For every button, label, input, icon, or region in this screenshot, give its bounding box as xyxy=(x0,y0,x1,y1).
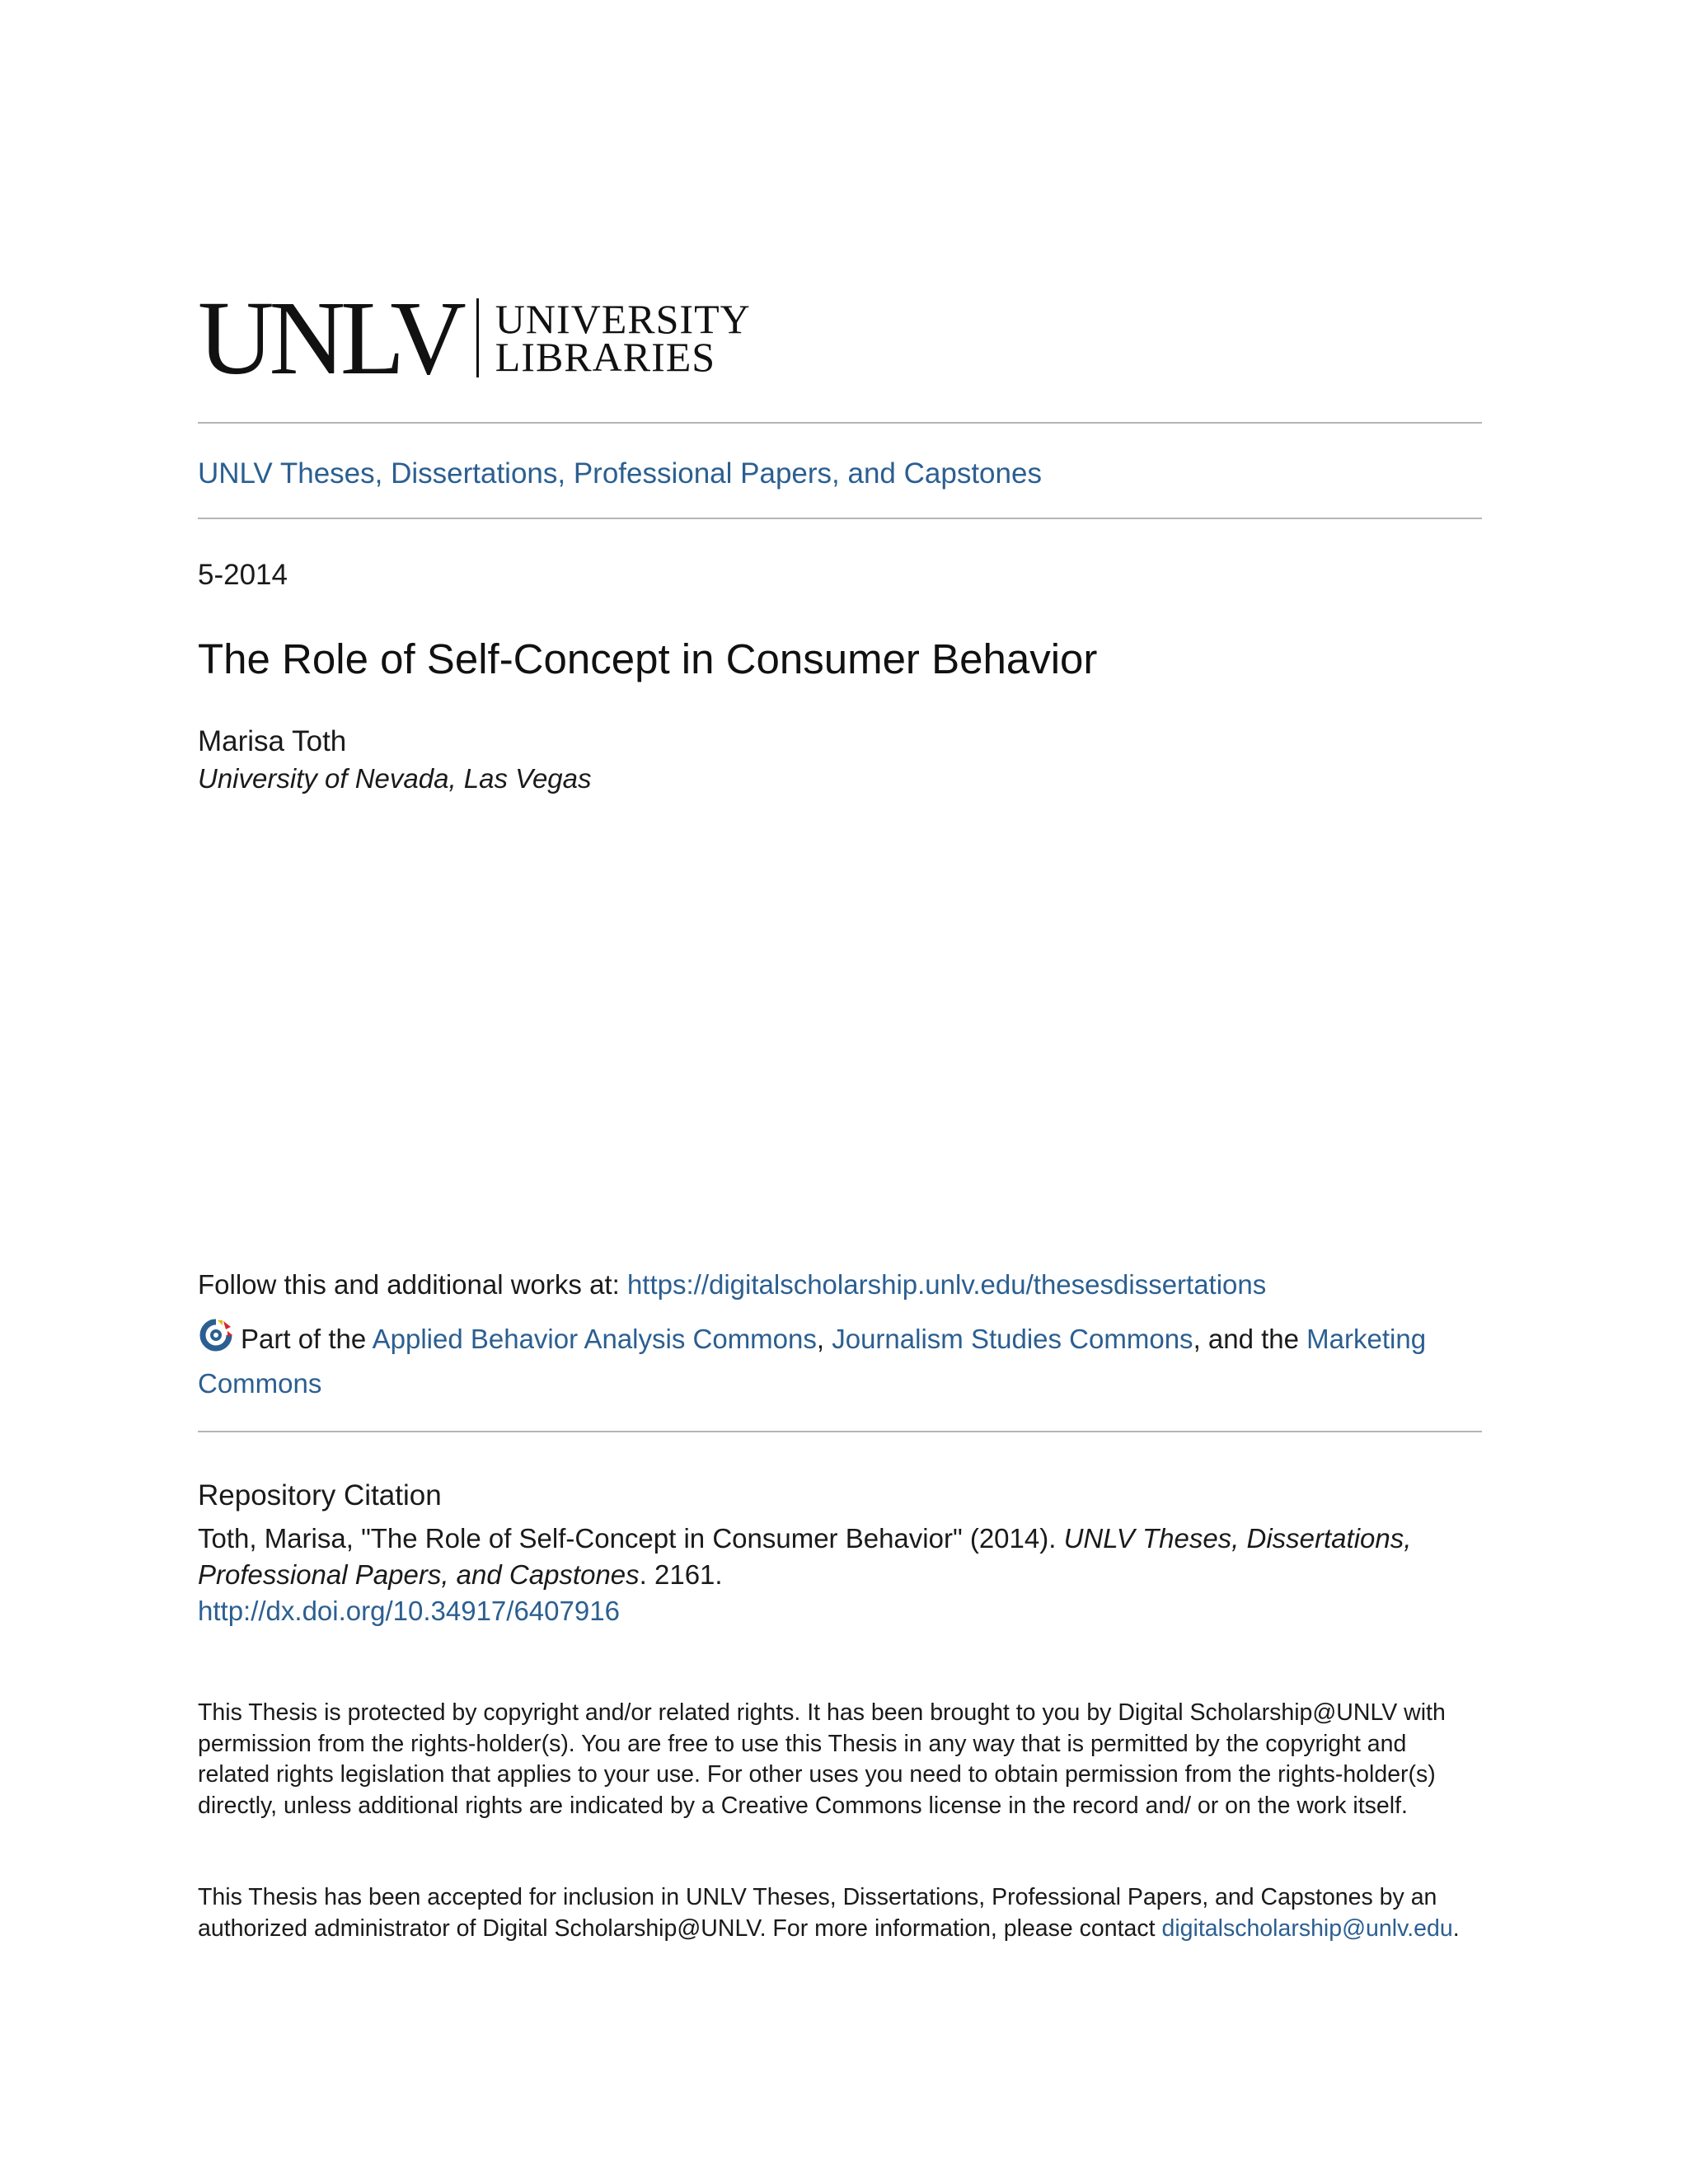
acceptance-statement xyxy=(198,1882,1482,1944)
logo-divider xyxy=(476,298,479,377)
divider-top xyxy=(198,422,1482,424)
journalism-studies-commons-link[interactable]: Journalism Studies Commons xyxy=(832,1324,1193,1354)
logo-text xyxy=(495,296,751,380)
network-commons-icon xyxy=(198,1317,234,1353)
applied-behavior-analysis-commons-link[interactable]: Applied Behavior Analysis Commons xyxy=(372,1324,817,1354)
series-link[interactable]: UNLV Theses, Dissertations, Professional Papers, and Capstones xyxy=(198,457,1042,490)
unlv-libraries-logo[interactable] xyxy=(198,279,751,396)
author-name: Marisa Toth xyxy=(198,725,347,757)
part-of-commons xyxy=(198,1317,1482,1406)
citation-number: . 2161. xyxy=(639,1559,723,1590)
divider-series xyxy=(198,518,1482,519)
repository-citation xyxy=(198,1521,1482,1629)
follow-line xyxy=(198,1269,1266,1301)
follow-prefix: Follow this and additional works at: xyxy=(198,1269,627,1300)
acceptance-end: . xyxy=(1452,1915,1460,1942)
part-of-sep1: , xyxy=(816,1324,832,1354)
part-of-prefix: Part of the xyxy=(241,1324,373,1354)
citation-text: Toth, Marisa, "The Role of Self-Concept in Consumer Behavior" (2014). xyxy=(198,1523,1064,1554)
author-affiliation: University of Nevada, Las Vegas xyxy=(198,763,592,794)
repository-citation-heading: Repository Citation xyxy=(198,1479,442,1511)
logo-line-university: UNIVERSITY xyxy=(495,296,751,342)
doi-link[interactable]: http://dx.doi.org/10.34917/6407916 xyxy=(198,1596,620,1626)
contact-email-link[interactable]: digitalscholarship@unlv.edu xyxy=(1161,1915,1453,1942)
citation-series: UNLV Theses, Dissertations, Professional Papers, and Capstones xyxy=(198,1523,1412,1590)
logo-line-libraries: LIBRARIES xyxy=(495,334,716,380)
acceptance-text: This Thesis has been accepted for inclusion in UNLV Theses, Dissertations, Professional Papers, and Capstones by an authorized administrator of Digital Scholarship@UNLV. For more information, please contact xyxy=(198,1884,1437,1942)
marketing-commons-link[interactable]: Marketing Commons xyxy=(198,1324,1427,1399)
follow-url-link[interactable]: https://digitalscholarship.unlv.edu/thesesdissertations xyxy=(626,1269,1267,1300)
document-title: The Role of Self-Concept in Consumer Behavior xyxy=(198,635,1098,682)
publication-date: 5-2014 xyxy=(198,559,288,591)
divider-citation xyxy=(198,1431,1482,1432)
logo-mark: UNLV xyxy=(198,279,462,396)
rights-statement: This Thesis is protected by copyright and/or related rights. It has been brought to you by Digital Scholarship@UNLV with permission from the rights-holder(s). You are free to use this Thesis in any way that is permitted by the copyright and related rights legislation that applies to your use. For other uses you need to obtain permission from the rights-holder(s) directly, unless additional rights are indicated by a Creative Commons license in the record and/ or on the work itself. xyxy=(198,1699,1446,1819)
part-of-sep2: , and the xyxy=(1193,1324,1307,1354)
